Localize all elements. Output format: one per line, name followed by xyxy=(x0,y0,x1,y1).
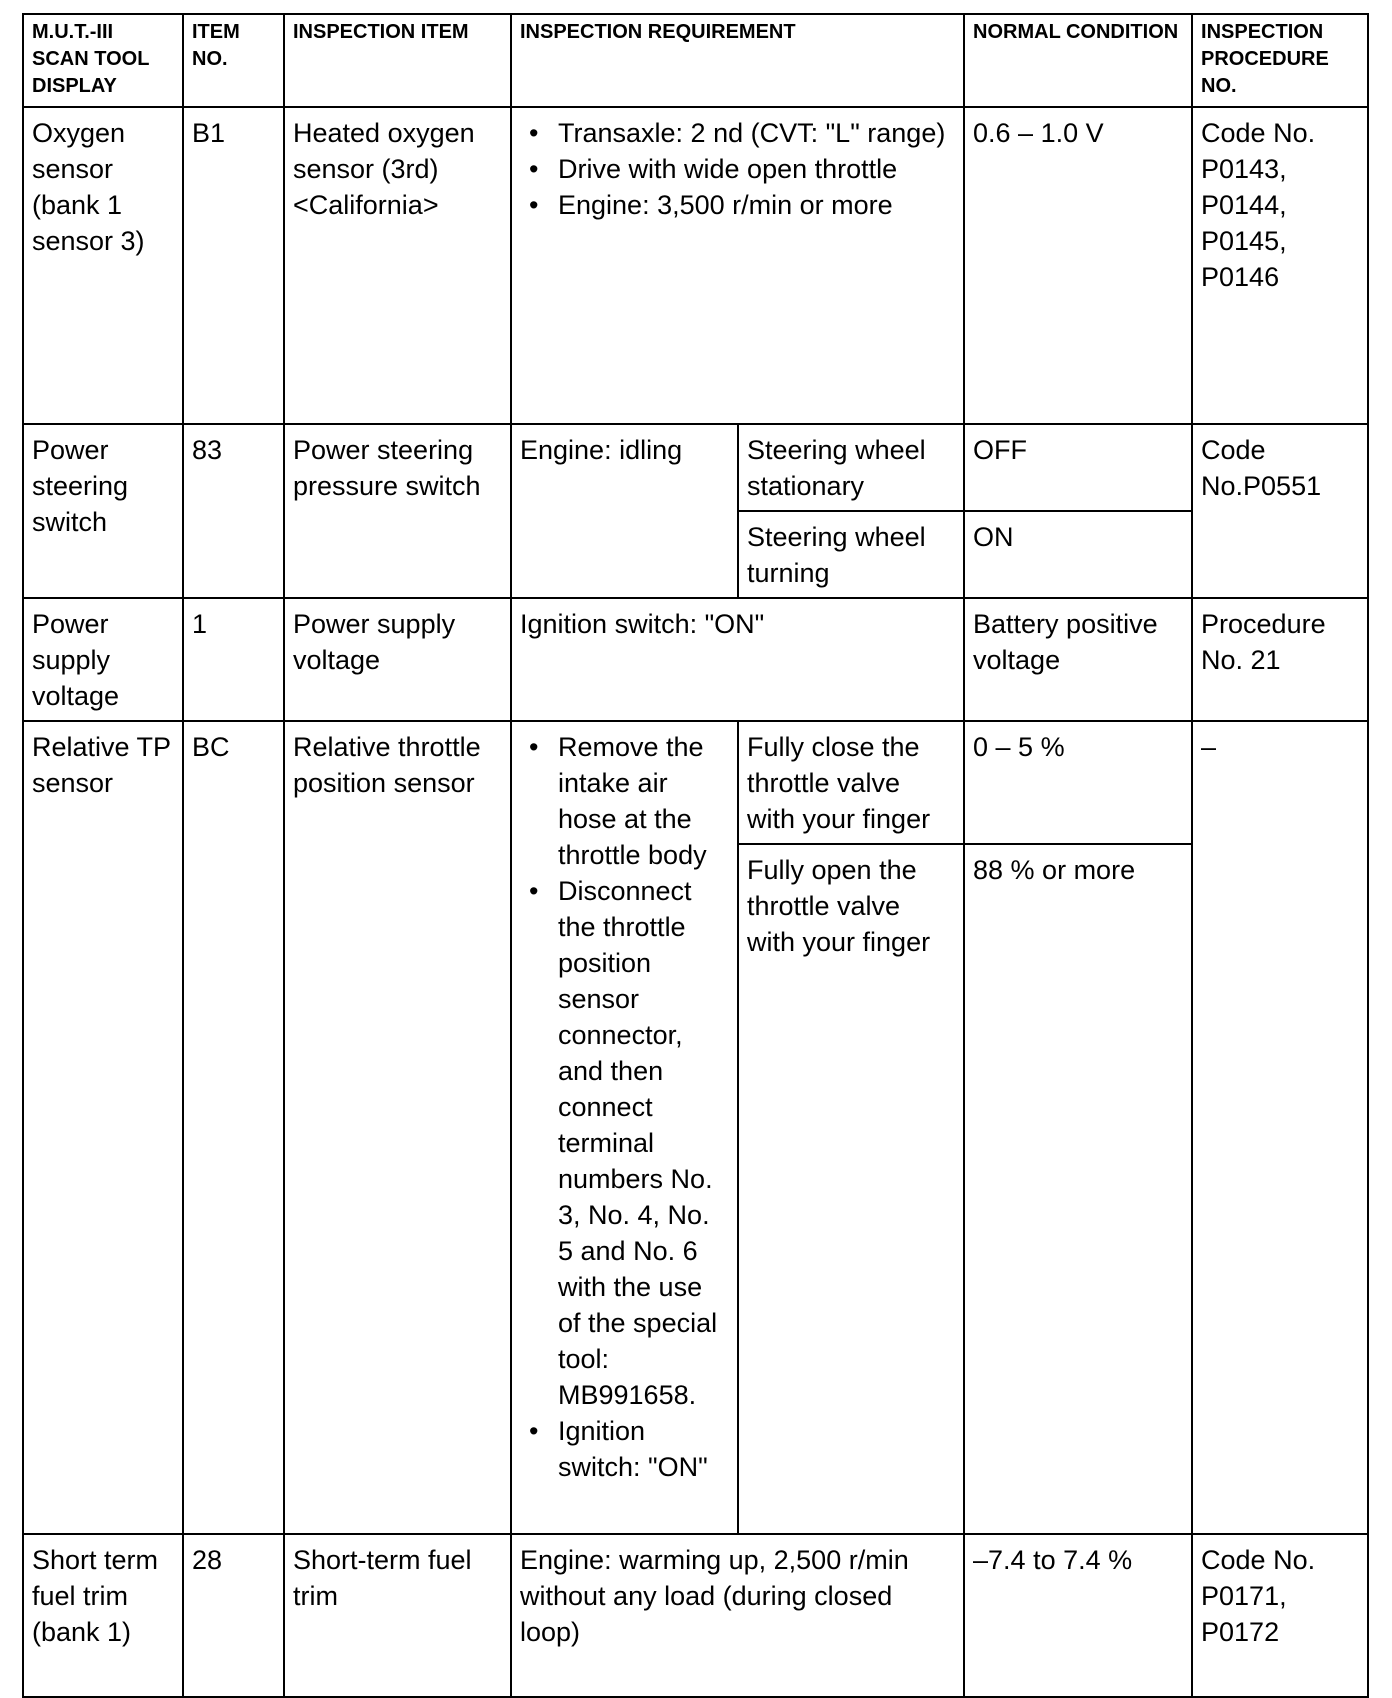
table-row xyxy=(23,107,1368,424)
cell-item-no: 83 xyxy=(183,424,284,598)
cell-item: Power supply voltage xyxy=(284,598,511,721)
requirement-list xyxy=(520,729,729,1485)
table-row xyxy=(23,1534,1368,1697)
cell-display: Power steering switch xyxy=(23,424,183,598)
cell-requirement: Ignition switch: "ON" xyxy=(511,598,964,721)
cell-item-no: 28 xyxy=(183,1534,284,1697)
cell-item: Heated oxygen sensor (3rd) <California> xyxy=(284,107,511,424)
requirement-bullet: • Transaxle: 2 nd (CVT: "L" range) xyxy=(520,115,955,151)
table-row xyxy=(23,598,1368,721)
cell-procedure: Code No. P0143, P0144, P0145, P0146 xyxy=(1192,107,1368,424)
header-procedure-no: INSPECTION PROCEDURE NO. xyxy=(1192,14,1368,107)
header-row xyxy=(23,14,1368,107)
header-normal-condition: NORMAL CONDITION xyxy=(964,14,1192,107)
requirement-bullet: • Ignition switch: "ON" xyxy=(520,1413,729,1485)
cell-normal: 0.6 – 1.0 V xyxy=(964,107,1192,424)
table-row xyxy=(23,424,1368,511)
cell-display: Power supply voltage xyxy=(23,598,183,721)
cell-normal: 88 % or more xyxy=(964,844,1192,1534)
cell-requirement: Engine: idling xyxy=(511,424,738,598)
cell-normal: Battery positive voltage xyxy=(964,598,1192,721)
cell-procedure: Code No. P0171, P0172 xyxy=(1192,1534,1368,1697)
cell-condition: Steering wheel turning xyxy=(738,511,964,598)
inspection-table xyxy=(22,13,1369,1698)
cell-procedure: – xyxy=(1192,721,1368,1534)
requirement-list xyxy=(520,115,955,223)
cell-requirement xyxy=(511,721,738,1534)
header-item-no: ITEM NO. xyxy=(183,14,284,107)
table-row xyxy=(23,721,1368,844)
cell-requirement: Engine: warming up, 2,500 r/min without any load (during closed loop) xyxy=(511,1534,964,1697)
cell-display: Oxygen sensor (bank 1 sensor 3) xyxy=(23,107,183,424)
cell-display: Relative TP sensor xyxy=(23,721,183,1534)
cell-procedure: Code No.P0551 xyxy=(1192,424,1368,598)
header-inspection-item: INSPECTION ITEM xyxy=(284,14,511,107)
cell-condition: Fully close the throttle valve with your finger xyxy=(738,721,964,844)
cell-condition: Steering wheel stationary xyxy=(738,424,964,511)
cell-requirement xyxy=(511,107,964,424)
cell-procedure: Procedure No. 21 xyxy=(1192,598,1368,721)
cell-item: Short-term fuel trim xyxy=(284,1534,511,1697)
cell-item: Relative throttle position sensor xyxy=(284,721,511,1534)
requirement-bullet: • Drive with wide open throttle xyxy=(520,151,955,187)
cell-condition: Fully open the throttle valve with your finger xyxy=(738,844,964,1534)
cell-item-no: BC xyxy=(183,721,284,1534)
cell-item: Power steering pressure switch xyxy=(284,424,511,598)
requirement-bullet: • Disconnect the throttle position sensor connector, and then connect terminal numbers No. 3, No. 4, No. 5 and No. 6 with the use of the special tool: MB991658. xyxy=(520,873,729,1413)
cell-normal: OFF xyxy=(964,424,1192,511)
cell-normal: –7.4 to 7.4 % xyxy=(964,1534,1192,1697)
cell-item-no: 1 xyxy=(183,598,284,721)
header-inspection-requirement: INSPECTION REQUIREMENT xyxy=(511,14,964,107)
cell-display: Short term fuel trim (bank 1) xyxy=(23,1534,183,1697)
requirement-bullet: • Engine: 3,500 r/min or more xyxy=(520,187,955,223)
requirement-bullet: • Remove the intake air hose at the throttle body xyxy=(520,729,729,873)
cell-item-no: B1 xyxy=(183,107,284,424)
header-display: M.U.T.-III SCAN TOOL DISPLAY xyxy=(23,14,183,107)
cell-normal: 0 – 5 % xyxy=(964,721,1192,844)
cell-normal: ON xyxy=(964,511,1192,598)
